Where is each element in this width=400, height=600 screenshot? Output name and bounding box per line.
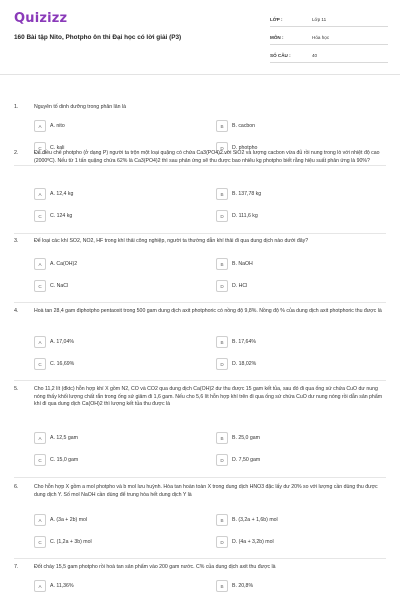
option-a[interactable] <box>34 514 180 526</box>
option-letter-box: D <box>216 454 228 466</box>
option-letter-box: B <box>216 120 228 132</box>
option-text: B. cacbon <box>232 123 256 129</box>
option-text: A. Ca(OH)2 <box>50 261 78 267</box>
meta-label: MÔN : <box>270 34 284 40</box>
option-a[interactable] <box>34 336 180 348</box>
question-number: 6. <box>14 484 19 490</box>
option-letter-box: A <box>34 120 46 132</box>
option-text: A. 12,4 kg <box>50 191 74 197</box>
option-letter-box: A <box>34 580 46 592</box>
meta-row-subject <box>270 30 388 45</box>
question-divider <box>14 477 386 478</box>
question-divider <box>14 233 386 234</box>
option-d[interactable] <box>216 210 362 222</box>
option-text: C. kali <box>50 145 65 151</box>
option-text: B. (3,2a + 1,6b) mol <box>232 517 278 523</box>
option-text: A. nito <box>50 123 65 129</box>
option-letter-box: C <box>34 280 46 292</box>
option-text: C. (1,2a + 3b) mol <box>50 539 92 545</box>
option-letter-box: A <box>34 188 46 200</box>
question-text: Đốt cháy 15,5 gam photpho rồi hoà tan sản phẩm vào 200 gam nước. C% của dung dịch axit thu được là <box>34 564 276 570</box>
option-a[interactable] <box>34 120 180 132</box>
meta-row-count <box>270 48 388 63</box>
option-letter-box: C <box>34 454 46 466</box>
quizizz-logo: Quizizz <box>14 11 68 26</box>
option-text: A. 17,04% <box>50 339 74 345</box>
option-letter-box: D <box>216 280 228 292</box>
option-text: D. 111,6 kg <box>232 213 258 219</box>
option-letter-box: B <box>216 514 228 526</box>
question-number: 5. <box>14 386 19 392</box>
option-letter-box: D <box>216 536 228 548</box>
option-letter-box: B <box>216 336 228 348</box>
option-c[interactable] <box>34 454 180 466</box>
option-letter-box: B <box>216 258 228 270</box>
option-b[interactable] <box>216 514 362 526</box>
option-b[interactable] <box>216 336 362 348</box>
option-text: C. 124 kg <box>50 213 73 219</box>
option-letter-box: C <box>34 210 46 222</box>
option-letter-box: A <box>34 336 46 348</box>
option-d[interactable] <box>216 280 362 292</box>
option-letter-box: B <box>216 432 228 444</box>
meta-label: SỐ CÂU : <box>270 52 291 58</box>
option-letter-box: C <box>34 536 46 548</box>
option-a[interactable] <box>34 432 180 444</box>
option-c[interactable] <box>34 358 180 370</box>
document-title: 160 Bài tập Nito, Photpho ôn thi Đại học có lời giải (P3) <box>14 34 182 41</box>
question-text: Để loại các khí SO2, NO2, HF trong khí thải công nghiệp, người ta thường dẫn khí thải đi qua dung dịch nào dưới đây? <box>34 238 309 244</box>
option-c[interactable] <box>34 280 180 292</box>
option-letter-box: D <box>216 210 228 222</box>
option-text: B. 25,0 gam <box>232 435 260 441</box>
question-text: Cho hỗn hợp X gồm a mol photpho và b mol lưu huỳnh. Hòa tan hoàn toàn X trong dung dịch HNO3 đặc lấy dư 20% so với lượng cần dùng thu được dung dịch Y. Số mol NaOH cần dùng để trung hòa hết dung dịch Y là <box>34 484 378 498</box>
option-text: B. 17,64% <box>232 339 256 345</box>
option-b[interactable] <box>216 120 362 132</box>
question-text: Để điều chế photpho (ở dạng P) người ta trộn một loại quặng có chứa Ca3(PO4)2 với SiO2 và lượng cacbon vừa đủ rồi nung trong lò với nhiệt độ cao (2000ºC). Nếu từ 1 tấn quặng chứa 62% là Ca3(PO4)2 thì sau phản ứng sẽ thu được bao nhiêu kg photpho biết rằng hiệu suất phản ứng là 90%? <box>34 150 380 164</box>
option-letter-box: B <box>216 580 228 592</box>
meta-value: Lớp 11 <box>312 16 327 22</box>
question-text: Hoà tan 28,4 gam điphotpho pentaoxit trong 500 gam dung dịch axit photphoric có nồng độ 9,8%. Nồng độ % của dung dịch axit photphoric thu được là <box>34 308 382 314</box>
option-a[interactable] <box>34 580 180 592</box>
option-d[interactable] <box>216 358 362 370</box>
option-letter-box: A <box>34 514 46 526</box>
meta-label: LỚP : <box>270 16 283 22</box>
meta-row-grade <box>270 12 388 27</box>
meta-value: Hóa học <box>312 34 330 40</box>
option-text: D. photpho <box>232 145 258 151</box>
question-text: Nguyên tố dinh dưỡng trong phân lân là <box>34 104 126 110</box>
option-b[interactable] <box>216 258 362 270</box>
option-letter-box: C <box>34 358 46 370</box>
option-b[interactable] <box>216 580 362 592</box>
option-letter-box: C <box>34 142 46 154</box>
question-text: Cho 11,2 lít (đktc) hỗn hợp khí X gồm N2, CO và CO2 qua dung dịch Ca(OH)2 dư thu được 15 gam kết tủa, sau đó đi qua ống sứ chứa CuO dư nung nóng thấy khối lượng chất rắn trong ống sứ giảm đi 1,6 gam. Nếu cho 5,6 lít hỗn hợp khí trên đi qua ống sứ chứa CuO dư nung nóng rồi dẫn sản phẩm khí đi qua dung dịch Ca(OH)2 thì lượng kết tủa thu được là <box>34 386 383 408</box>
option-letter-box: D <box>216 358 228 370</box>
option-text: D. 7,50 gam <box>232 457 261 463</box>
option-d[interactable] <box>216 536 362 548</box>
option-text: B. NaOH <box>232 261 253 267</box>
option-a[interactable] <box>34 258 180 270</box>
page-header <box>0 0 400 68</box>
option-text: D. (4a + 3,2b) mol <box>232 539 274 545</box>
question-number: 1. <box>14 104 19 110</box>
option-letter-box: A <box>34 258 46 270</box>
meta-info <box>270 12 388 66</box>
question-divider <box>14 380 386 381</box>
option-b[interactable] <box>216 432 362 444</box>
option-d[interactable] <box>216 454 362 466</box>
question-number: 4. <box>14 308 19 314</box>
option-letter-box: A <box>34 432 46 444</box>
option-text: A. 11,36% <box>50 583 74 589</box>
question-number: 7. <box>14 564 19 570</box>
option-b[interactable] <box>216 188 362 200</box>
question-divider <box>14 302 386 303</box>
question-divider <box>14 558 386 559</box>
option-c[interactable] <box>34 536 180 548</box>
option-text: B. 20,8% <box>232 583 254 589</box>
option-a[interactable] <box>34 188 180 200</box>
option-text: C. 16,69% <box>50 361 75 367</box>
option-text: A. (3a + 2b) mol <box>50 517 88 523</box>
option-text: C. NaCl <box>50 283 69 289</box>
option-letter-box: B <box>216 188 228 200</box>
option-text: A. 12,5 gam <box>50 435 78 441</box>
question-number: 3. <box>14 238 19 244</box>
question-number: 2. <box>14 150 19 156</box>
meta-value: 40 <box>312 52 318 58</box>
option-text: C. 15,0 gam <box>50 457 79 463</box>
option-text: D. HCl <box>232 283 248 289</box>
option-letter-box: D <box>216 142 228 154</box>
option-text: B. 137,78 kg <box>232 191 262 197</box>
option-c[interactable] <box>34 210 180 222</box>
header-divider <box>0 74 400 75</box>
option-text: D. 18,02% <box>232 361 257 367</box>
